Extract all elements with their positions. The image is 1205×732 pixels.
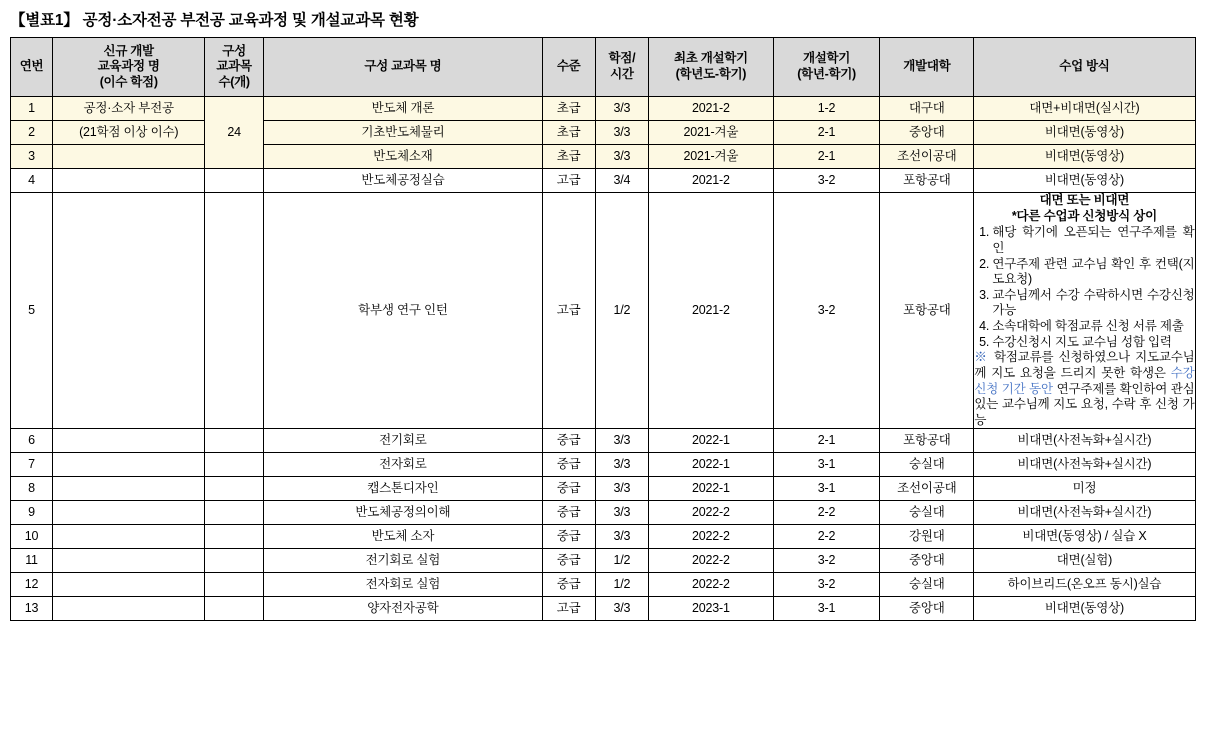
cell-subject: 학부생 연구 인턴 <box>264 193 542 429</box>
table-row <box>10 573 1195 597</box>
cell-first-term: 2022-2 <box>648 525 773 549</box>
cell-count-empty <box>204 453 263 477</box>
column-header-program: 신규 개발 교육과정 명 (이수 학점) <box>53 38 204 97</box>
cell-subject: 반도체 개론 <box>264 97 542 121</box>
cell-no: 9 <box>10 501 53 525</box>
mode-detail-head: 대면 또는 비대면 <box>1039 193 1130 207</box>
cell-no: 2 <box>10 121 53 145</box>
page-title: 【별표1】 공정·소자전공 부전공 교육과정 및 개설교과목 현황 <box>10 12 419 29</box>
cell-first-term: 2022-1 <box>648 453 773 477</box>
cell-credit: 3/3 <box>595 501 648 525</box>
cell-university: 대구대 <box>880 97 974 121</box>
cell-level: 중급 <box>542 501 595 525</box>
list-item: 5. 수강신청시 지도 교수님 성함 입력 <box>992 335 1194 351</box>
cell-credit: 1/2 <box>595 573 648 597</box>
cell-credit: 3/3 <box>595 145 648 169</box>
column-header-credit: 학점/ 시간 <box>595 38 648 97</box>
table-row <box>10 549 1195 573</box>
cell-program-empty <box>53 597 204 621</box>
cell-open-term: 2-1 <box>773 145 879 169</box>
column-header-level: 수준 <box>542 38 595 97</box>
cell-mode: 비대면(동영상) <box>974 169 1195 193</box>
cell-program-empty <box>53 145 204 169</box>
cell-no: 12 <box>10 573 53 597</box>
cell-count-empty <box>204 597 263 621</box>
mode-detail-tail-part2: 연구주제를 확인하여 관심있는 교수님께 지도 요청, 수락 후 신청 가능 <box>974 381 1195 427</box>
cell-subject: 양자전자공학 <box>264 597 542 621</box>
cell-program-empty <box>53 525 204 549</box>
table-row <box>10 193 1195 429</box>
cell-credit: 1/2 <box>595 549 648 573</box>
cell-subject: 전자회로 <box>264 453 542 477</box>
mode-detail-note: *다른 수업과 신청방식 상이 <box>1011 208 1157 223</box>
cell-program-empty <box>53 477 204 501</box>
cell-subject: 반도체 소자 <box>264 525 542 549</box>
cell-no: 13 <box>10 597 53 621</box>
cell-open-term: 3-2 <box>773 573 879 597</box>
cell-university: 숭실대 <box>880 573 974 597</box>
cell-open-term: 2-1 <box>773 121 879 145</box>
cell-no: 7 <box>10 453 53 477</box>
cell-subject: 반도체소재 <box>264 145 542 169</box>
cell-open-term: 3-2 <box>773 549 879 573</box>
cell-open-term: 3-1 <box>773 477 879 501</box>
cell-subject: 기초반도체물리 <box>264 121 542 145</box>
cell-subject: 전기회로 실험 <box>264 549 542 573</box>
cell-first-term: 2022-2 <box>648 501 773 525</box>
cell-mode: 미정 <box>974 477 1195 501</box>
cell-first-term: 2021-2 <box>648 193 773 429</box>
cell-first-term: 2021-2 <box>648 97 773 121</box>
table-header-row <box>10 38 1195 97</box>
cell-no: 3 <box>10 145 53 169</box>
mode-detail-tail-highlight: 수강신청 기간 동안 <box>974 365 1195 396</box>
column-header-course-count: 구성 교과목 수(개) <box>204 38 263 97</box>
cell-count-empty <box>204 429 263 453</box>
cell-program-empty <box>53 193 204 429</box>
cell-level: 초급 <box>542 145 595 169</box>
cell-university: 조선이공대 <box>880 477 974 501</box>
cell-level: 중급 <box>542 429 595 453</box>
column-header-no: 연번 <box>10 38 53 97</box>
mode-detail-tail <box>974 350 1194 428</box>
cell-level: 중급 <box>542 549 595 573</box>
cell-credit: 3/3 <box>595 453 648 477</box>
mode-detail-tail-part1: 학점교류를 신청하였으나 지도교수님께 지도 요청을 드리지 못한 학생은 <box>974 350 1195 380</box>
cell-program-empty <box>53 501 204 525</box>
cell-mode: 하이브리드(온오프 동시)실습 <box>974 573 1195 597</box>
column-header-mode: 수업 방식 <box>974 38 1195 97</box>
table-row <box>10 453 1195 477</box>
cell-level: 고급 <box>542 597 595 621</box>
column-header-first-term: 최초 개설학기 (학년도-학기) <box>648 38 773 97</box>
cell-university: 숭실대 <box>880 453 974 477</box>
cell-level: 중급 <box>542 525 595 549</box>
cell-count-empty <box>204 501 263 525</box>
mode-detail-list <box>974 225 1194 350</box>
cell-no: 8 <box>10 477 53 501</box>
cell-open-term: 2-1 <box>773 429 879 453</box>
cell-mode-detail <box>974 193 1195 429</box>
cell-mode: 비대면(동영상) <box>974 121 1195 145</box>
cell-open-term: 3-2 <box>773 169 879 193</box>
cell-open-term: 3-1 <box>773 453 879 477</box>
table-row <box>10 477 1195 501</box>
cell-first-term: 2021-겨울 <box>648 145 773 169</box>
curriculum-table <box>10 37 1196 621</box>
cell-university: 숭실대 <box>880 501 974 525</box>
cell-open-term: 3-1 <box>773 597 879 621</box>
cell-subject: 전기회로 <box>264 429 542 453</box>
cell-level: 고급 <box>542 193 595 429</box>
cell-count-empty <box>204 193 263 429</box>
cell-university: 중앙대 <box>880 597 974 621</box>
cell-program-credits: (21학점 이상 이수) <box>53 121 204 145</box>
cell-credit: 3/3 <box>595 525 648 549</box>
cell-credit: 3/3 <box>595 477 648 501</box>
column-header-university: 개발대학 <box>880 38 974 97</box>
cell-program-empty <box>53 169 204 193</box>
cell-university: 강원대 <box>880 525 974 549</box>
list-item: 1. 해당 학기에 오픈되는 연구주제를 확인 <box>992 225 1194 256</box>
cell-first-term: 2022-2 <box>648 549 773 573</box>
table-row <box>10 429 1195 453</box>
list-item: 2. 연구주제 관련 교수님 확인 후 컨택(지도요청) <box>992 257 1194 288</box>
cell-mode: 대면+비대면(실시간) <box>974 97 1195 121</box>
cell-subject: 전자회로 실험 <box>264 573 542 597</box>
cell-count-empty <box>204 169 263 193</box>
cell-level: 초급 <box>542 121 595 145</box>
cell-level: 중급 <box>542 477 595 501</box>
reference-mark: ※ <box>974 350 989 365</box>
cell-program-empty <box>53 453 204 477</box>
cell-level: 초급 <box>542 97 595 121</box>
cell-credit: 3/3 <box>595 97 648 121</box>
cell-university: 중앙대 <box>880 121 974 145</box>
list-item: 3. 교수님께서 수강 수락하시면 수강신청 가능 <box>992 288 1194 319</box>
table-row <box>10 501 1195 525</box>
cell-mode: 비대면(동영상) <box>974 145 1195 169</box>
table-row <box>10 597 1195 621</box>
cell-subject: 반도체공정의이해 <box>264 501 542 525</box>
cell-credit: 1/2 <box>595 193 648 429</box>
cell-credit: 3/4 <box>595 169 648 193</box>
cell-program-empty <box>53 573 204 597</box>
cell-program-empty <box>53 429 204 453</box>
cell-mode: 비대면(사전녹화+실시간) <box>974 501 1195 525</box>
cell-credit: 3/3 <box>595 121 648 145</box>
column-header-open-term: 개설학기 (학년-학기) <box>773 38 879 97</box>
cell-first-term: 2022-2 <box>648 573 773 597</box>
cell-no: 5 <box>10 193 53 429</box>
cell-first-term: 2022-1 <box>648 429 773 453</box>
cell-count-empty <box>204 525 263 549</box>
cell-open-term: 2-2 <box>773 525 879 549</box>
cell-count-empty <box>204 549 263 573</box>
cell-university: 조선이공대 <box>880 145 974 169</box>
cell-subject: 반도체공정실습 <box>264 169 542 193</box>
cell-credit: 3/3 <box>595 597 648 621</box>
cell-credit: 3/3 <box>595 429 648 453</box>
cell-program-empty <box>53 549 204 573</box>
cell-mode: 대면(실험) <box>974 549 1195 573</box>
list-item: 4. 소속대학에 학점교류 신청 서류 제출 <box>992 319 1194 335</box>
table-row <box>10 145 1195 169</box>
cell-no: 11 <box>10 549 53 573</box>
cell-university: 포항공대 <box>880 429 974 453</box>
cell-mode: 비대면(동영상) / 실습 X <box>974 525 1195 549</box>
cell-mode: 비대면(사전녹화+실시간) <box>974 429 1195 453</box>
cell-open-term: 1-2 <box>773 97 879 121</box>
cell-university: 중앙대 <box>880 549 974 573</box>
cell-no: 1 <box>10 97 53 121</box>
cell-first-term: 2021-겨울 <box>648 121 773 145</box>
cell-program-name: 공정·소자 부전공 <box>53 97 204 121</box>
cell-open-term: 3-2 <box>773 193 879 429</box>
cell-no: 4 <box>10 169 53 193</box>
cell-level: 고급 <box>542 169 595 193</box>
column-header-subject: 구성 교과목 명 <box>264 38 542 97</box>
cell-no: 6 <box>10 429 53 453</box>
cell-mode: 비대면(동영상) <box>974 597 1195 621</box>
cell-count-empty <box>204 477 263 501</box>
cell-no: 10 <box>10 525 53 549</box>
cell-mode: 비대면(사전녹화+실시간) <box>974 453 1195 477</box>
cell-university: 포항공대 <box>880 193 974 429</box>
cell-first-term: 2023-1 <box>648 597 773 621</box>
cell-first-term: 2021-2 <box>648 169 773 193</box>
cell-university: 포항공대 <box>880 169 974 193</box>
cell-subject: 캡스톤디자인 <box>264 477 542 501</box>
table-row <box>10 121 1195 145</box>
cell-count-empty <box>204 573 263 597</box>
table-row <box>10 169 1195 193</box>
cell-course-count: 24 <box>204 97 263 169</box>
cell-first-term: 2022-1 <box>648 477 773 501</box>
cell-level: 중급 <box>542 453 595 477</box>
cell-level: 중급 <box>542 573 595 597</box>
cell-open-term: 2-2 <box>773 501 879 525</box>
table-row <box>10 97 1195 121</box>
table-row <box>10 525 1195 549</box>
